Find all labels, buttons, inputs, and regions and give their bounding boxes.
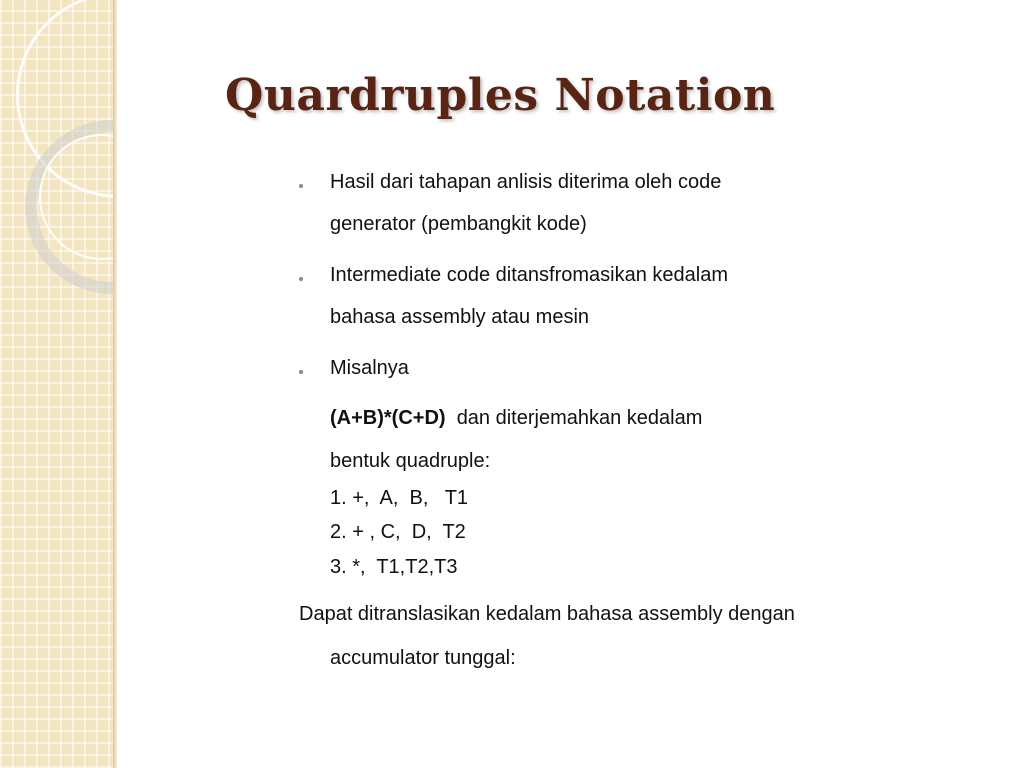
bullet-text: bahasa assembly atau mesin [330,306,590,328]
bullet-text: Intermediate code ditansfromasikan kedalam [330,264,728,286]
bullet-text: Hasil dari tahapan anlisis diterima oleh code [330,171,722,193]
bullet-text: Misalnya [330,357,409,379]
quadruple-item: 2. + , C, D, T2 [330,521,466,543]
bullet-text: generator (pembangkit kode) [330,213,587,235]
closing-text: Dapat ditranslasikan kedalam bahasa assembly dengan [299,603,795,625]
sidebar-edge [113,0,117,768]
expression-line-2: bentuk quadruple: [330,450,491,472]
decorative-sidebar [0,0,113,768]
expression-line [330,407,702,430]
quadruple-item: 3. *, T1,T2,T3 [330,556,458,578]
slide-title: Quardruples Notation [225,70,776,121]
bullet-icon [299,277,303,281]
expression: (A+B)*(C+D) [330,407,446,429]
quadruple-item: 1. +, A, B, T1 [330,487,469,509]
bullet-icon [299,370,303,374]
expression-tail: dan diterjemahkan kedalam [456,407,703,429]
bullet-icon [299,184,303,188]
closing-text: accumulator tunggal: [330,647,516,669]
